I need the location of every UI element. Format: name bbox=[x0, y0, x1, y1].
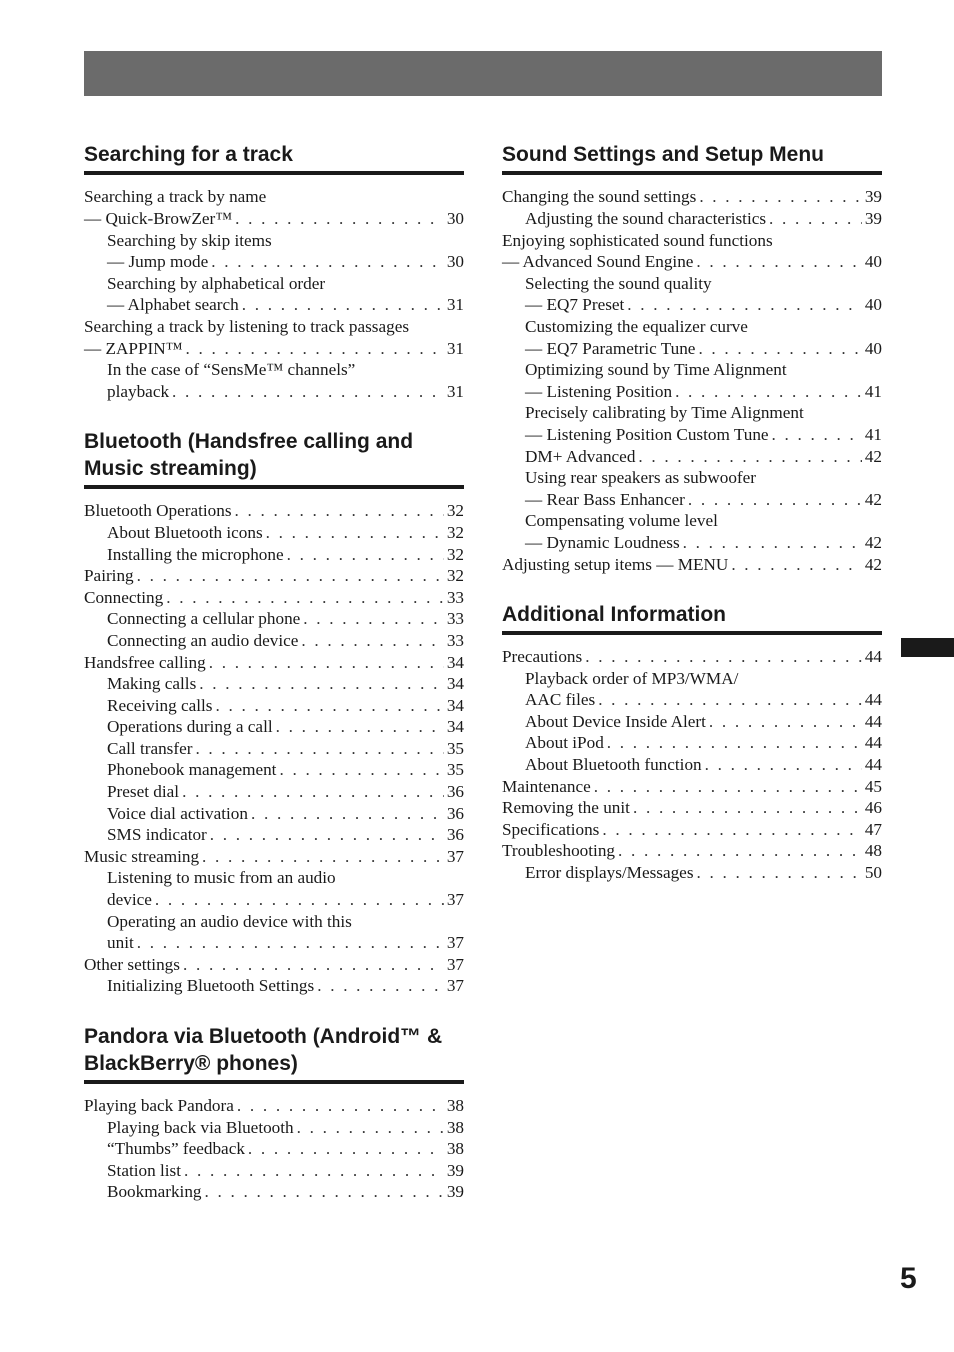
toc-page-number: 32 bbox=[446, 501, 464, 521]
dot-leader bbox=[697, 862, 862, 884]
toc-entry-row bbox=[84, 716, 464, 738]
toc-entry-text: playback bbox=[107, 381, 170, 401]
toc-page-number: 38 bbox=[446, 1096, 464, 1116]
dot-leader bbox=[709, 711, 862, 733]
toc-section-additional-information bbox=[502, 601, 882, 884]
toc-entry-row bbox=[84, 338, 464, 360]
toc-entry-text: Searching by skip items bbox=[107, 230, 272, 250]
toc-entry-row bbox=[84, 294, 464, 316]
toc-page-number: 32 bbox=[446, 544, 464, 564]
toc-page-number: 44 bbox=[864, 647, 882, 667]
dot-leader bbox=[205, 1181, 444, 1203]
toc-entry-text: — EQ7 Parametric Tune bbox=[525, 338, 696, 358]
toc-entry-text: Changing the sound settings bbox=[502, 187, 697, 207]
toc-entry-row bbox=[84, 522, 464, 544]
toc-entry-text: Connecting bbox=[84, 587, 164, 607]
toc-entry-text: Specifications bbox=[502, 819, 600, 839]
toc-entry[interactable] bbox=[84, 738, 464, 760]
toc-page-number: 30 bbox=[446, 209, 464, 229]
toc-page-number: 34 bbox=[446, 674, 464, 694]
toc-page-number: 50 bbox=[864, 863, 882, 883]
toc-entry-text: Call transfer bbox=[107, 738, 193, 758]
toc-page-number: 44 bbox=[864, 733, 882, 753]
toc-entry-text: In the case of “SensMe™ channels” bbox=[107, 360, 356, 380]
toc-page-number: 40 bbox=[864, 295, 882, 315]
toc-entry[interactable] bbox=[84, 1138, 464, 1160]
dot-leader bbox=[184, 1160, 444, 1182]
toc-page-number: 41 bbox=[864, 381, 882, 401]
dot-leader bbox=[607, 732, 862, 754]
toc-entry-text: About Bluetooth icons bbox=[107, 522, 263, 542]
dot-leader bbox=[731, 554, 862, 576]
toc-entry-text: Operating an audio device with this bbox=[107, 911, 352, 931]
dot-leader bbox=[183, 954, 444, 976]
dot-leader bbox=[772, 424, 862, 446]
dot-leader bbox=[235, 500, 444, 522]
toc-entry[interactable] bbox=[84, 911, 464, 954]
toc-page-number: 46 bbox=[864, 798, 882, 818]
toc-entry[interactable] bbox=[502, 230, 882, 273]
toc-page-number: 44 bbox=[864, 690, 882, 710]
toc-entry-row bbox=[84, 500, 464, 522]
toc-entry-text: Optimizing sound by Time Alignment bbox=[525, 360, 787, 380]
toc-section-sound-settings-and-setup-menu bbox=[502, 141, 882, 575]
dot-leader bbox=[172, 381, 444, 403]
toc-entry-text: Connecting a cellular phone bbox=[107, 609, 301, 629]
toc-entry-list bbox=[502, 646, 882, 884]
toc-page-number: 37 bbox=[446, 846, 464, 866]
toc-entry[interactable] bbox=[502, 668, 882, 711]
toc-entry-row bbox=[502, 689, 882, 711]
toc-entry[interactable] bbox=[502, 208, 882, 230]
toc-page-number: 42 bbox=[864, 489, 882, 509]
toc-entry[interactable] bbox=[502, 359, 882, 402]
dot-leader bbox=[186, 338, 444, 360]
toc-entry-text: Other settings bbox=[84, 954, 180, 974]
toc-entry-text: — Dynamic Loudness bbox=[525, 532, 680, 552]
toc-page-number: 37 bbox=[446, 954, 464, 974]
toc-entry-row bbox=[502, 554, 882, 576]
toc-entry-text: Searching by alphabetical order bbox=[107, 273, 326, 293]
dot-leader bbox=[279, 759, 443, 781]
dot-leader bbox=[769, 208, 862, 230]
dot-leader bbox=[211, 251, 444, 273]
toc-page-number: 34 bbox=[446, 695, 464, 715]
toc-entry-row bbox=[502, 646, 882, 668]
toc-page-number: 32 bbox=[446, 566, 464, 586]
toc-entry-text: Voice dial activation bbox=[107, 803, 248, 823]
toc-entry[interactable] bbox=[84, 608, 464, 630]
toc-entry-text: — Alphabet search bbox=[107, 295, 239, 315]
toc-entry-row bbox=[84, 208, 464, 230]
toc-entry-row bbox=[502, 711, 882, 733]
toc-entry-text: Searching a track by listening to track passages bbox=[84, 316, 410, 336]
toc-page-number: 42 bbox=[864, 532, 882, 552]
toc-entry-row bbox=[502, 776, 882, 798]
toc-entry-row bbox=[502, 208, 882, 230]
dot-leader bbox=[699, 186, 862, 208]
toc-page-number: 39 bbox=[446, 1182, 464, 1202]
toc-entry[interactable] bbox=[84, 565, 464, 587]
toc-page-number: 33 bbox=[446, 630, 464, 650]
toc-entry[interactable] bbox=[502, 316, 882, 359]
toc-entry-text: — ZAPPIN™ bbox=[84, 338, 183, 358]
toc-page-number: 36 bbox=[446, 825, 464, 845]
toc-entry-row bbox=[84, 381, 464, 403]
toc-entry-text: SMS indicator bbox=[107, 825, 207, 845]
toc-entry-text: Precautions bbox=[502, 647, 583, 667]
toc-entry-row bbox=[84, 954, 464, 976]
toc-entry-row bbox=[84, 652, 464, 674]
header-bar bbox=[84, 51, 882, 96]
toc-entry[interactable] bbox=[84, 846, 464, 868]
toc-page-number: 39 bbox=[864, 187, 882, 207]
dot-leader bbox=[251, 803, 444, 825]
section-title: Bluetooth (Handsfree calling and Music streaming) bbox=[84, 428, 464, 489]
toc-entry-row bbox=[84, 975, 464, 997]
toc-entry[interactable] bbox=[502, 732, 882, 754]
toc-entry[interactable] bbox=[502, 646, 882, 668]
toc-entry-text: Playing back via Bluetooth bbox=[107, 1117, 294, 1137]
toc-entry-row bbox=[502, 424, 882, 446]
toc-entry-list bbox=[502, 186, 882, 575]
toc-entry-text: Installing the microphone bbox=[107, 544, 284, 564]
toc-entry-text: Playback order of MP3/WMA/ bbox=[525, 668, 739, 688]
toc-page-number: 37 bbox=[446, 933, 464, 953]
toc-entry-row bbox=[502, 446, 882, 468]
toc-entry-row bbox=[502, 862, 882, 884]
toc-entry-text: Using rear speakers as subwoofer bbox=[525, 468, 756, 488]
toc-entry-text: Adjusting the sound characteristics bbox=[525, 209, 767, 229]
toc-entry-row bbox=[502, 840, 882, 862]
toc-entry-list bbox=[84, 1095, 464, 1203]
toc-page-number: 30 bbox=[446, 252, 464, 272]
toc-entry[interactable] bbox=[84, 781, 464, 803]
page-number: 5 bbox=[900, 1262, 917, 1295]
dot-leader bbox=[215, 695, 443, 717]
toc-entry[interactable] bbox=[502, 711, 882, 733]
toc-entry[interactable] bbox=[84, 1181, 464, 1203]
toc-page-number: 40 bbox=[864, 252, 882, 272]
toc-entry-row bbox=[84, 565, 464, 587]
toc-entry-row bbox=[502, 797, 882, 819]
toc-entry-text: Troubleshooting bbox=[502, 841, 616, 861]
toc-page-number: 37 bbox=[446, 976, 464, 996]
toc-entry[interactable] bbox=[502, 186, 882, 208]
dot-leader bbox=[585, 646, 862, 668]
toc-page-number: 39 bbox=[864, 209, 882, 229]
toc-entry[interactable] bbox=[502, 510, 882, 553]
toc-entry-row bbox=[84, 889, 464, 911]
dot-leader bbox=[602, 819, 861, 841]
toc-page-number: 42 bbox=[864, 446, 882, 466]
toc-entry-list bbox=[84, 500, 464, 997]
dot-leader bbox=[235, 208, 444, 230]
toc-column-left bbox=[84, 124, 464, 1229]
toc-entry-text: — Jump mode bbox=[107, 252, 209, 272]
toc-page-number: 31 bbox=[446, 295, 464, 315]
toc-entry[interactable] bbox=[84, 716, 464, 738]
toc-entry-row bbox=[502, 819, 882, 841]
toc-entry-list bbox=[84, 186, 464, 402]
toc-entry-row bbox=[502, 532, 882, 554]
toc-entry-row bbox=[502, 381, 882, 403]
dot-leader bbox=[688, 489, 862, 511]
toc-section-pandora-via-bluetooth-android-blackberry-phones bbox=[84, 1023, 464, 1203]
dot-leader bbox=[627, 294, 862, 316]
dot-leader bbox=[195, 738, 443, 760]
toc-entry-text: Bookmarking bbox=[107, 1182, 202, 1202]
dot-leader bbox=[594, 776, 862, 798]
toc-entry[interactable] bbox=[502, 402, 882, 445]
toc-entry-text: Connecting an audio device bbox=[107, 630, 299, 650]
toc-page-number: 38 bbox=[446, 1117, 464, 1137]
toc-page-number: 45 bbox=[864, 776, 882, 796]
toc-entry-text: unit bbox=[107, 933, 134, 953]
toc-page-number: 31 bbox=[446, 381, 464, 401]
toc-entry-text: Removing the unit bbox=[502, 798, 630, 818]
toc-page-number: 38 bbox=[446, 1139, 464, 1159]
toc-entry-row bbox=[84, 1138, 464, 1160]
toc-entry[interactable] bbox=[84, 975, 464, 997]
toc-entry[interactable] bbox=[84, 587, 464, 609]
toc-entry-text: Selecting the sound quality bbox=[525, 273, 712, 293]
toc-entry-text: DM+ Advanced bbox=[525, 446, 636, 466]
dot-leader bbox=[683, 532, 862, 554]
dot-leader bbox=[317, 975, 444, 997]
dot-leader bbox=[633, 797, 862, 819]
toc-page-number: 36 bbox=[446, 782, 464, 802]
toc-entry[interactable] bbox=[84, 695, 464, 717]
toc-entry-text: About Device Inside Alert bbox=[525, 711, 706, 731]
dot-leader bbox=[137, 565, 444, 587]
toc-page-number: 44 bbox=[864, 711, 882, 731]
toc-entry-text: Preset dial bbox=[107, 782, 180, 802]
toc-entry-text: Precisely calibrating by Time Alignment bbox=[525, 403, 804, 423]
toc-entry[interactable] bbox=[84, 500, 464, 522]
toc-entry[interactable] bbox=[84, 673, 464, 695]
toc-page-number: 44 bbox=[864, 755, 882, 775]
toc-page-number: 39 bbox=[446, 1160, 464, 1180]
toc-entry[interactable] bbox=[84, 824, 464, 846]
toc-entry[interactable] bbox=[84, 186, 464, 229]
toc-entry[interactable] bbox=[84, 803, 464, 825]
section-title: Additional Information bbox=[502, 601, 882, 635]
toc-entry-text: Initializing Bluetooth Settings bbox=[107, 976, 315, 996]
toc-section-searching-for-a-track bbox=[84, 141, 464, 402]
toc-entry-row bbox=[502, 186, 882, 208]
toc-entry-text: — Rear Bass Enhancer bbox=[525, 489, 685, 509]
dot-leader bbox=[166, 587, 444, 609]
dot-leader bbox=[675, 381, 862, 403]
toc-entry-text: Error displays/Messages bbox=[525, 863, 694, 883]
toc-page-number: 34 bbox=[446, 652, 464, 672]
dot-leader bbox=[209, 652, 444, 674]
toc-entry-text: Listening to music from an audio bbox=[107, 868, 336, 888]
toc-entry[interactable] bbox=[84, 954, 464, 976]
dot-leader bbox=[199, 673, 444, 695]
toc-entry[interactable] bbox=[502, 273, 882, 316]
toc-section-bluetooth-handsfree-calling-and-music-streaming bbox=[84, 428, 464, 997]
toc-entry-text: — Quick-BrowZer™ bbox=[84, 209, 233, 229]
toc-entry[interactable] bbox=[84, 273, 464, 316]
toc-entry-text: About Bluetooth function bbox=[525, 755, 702, 775]
toc-entry-row bbox=[502, 338, 882, 360]
toc-entry-text: Enjoying sophisticated sound functions bbox=[502, 230, 773, 250]
toc-entry-row bbox=[84, 824, 464, 846]
dot-leader bbox=[182, 781, 444, 803]
toc-entry-row bbox=[84, 1181, 464, 1203]
toc-entry-text: — Listening Position bbox=[525, 381, 673, 401]
toc-entry[interactable] bbox=[84, 230, 464, 273]
toc-page-number: 41 bbox=[864, 424, 882, 444]
toc-entry-row bbox=[84, 738, 464, 760]
toc-entry-text: Pairing bbox=[84, 566, 134, 586]
dot-leader bbox=[242, 294, 444, 316]
dot-leader bbox=[137, 932, 444, 954]
toc-entry-text: Phonebook management bbox=[107, 760, 277, 780]
dot-leader bbox=[210, 824, 444, 846]
toc-entry[interactable] bbox=[502, 797, 882, 819]
toc-page-number: 35 bbox=[446, 738, 464, 758]
dot-leader bbox=[303, 608, 444, 630]
dot-leader bbox=[698, 338, 861, 360]
dot-leader bbox=[248, 1138, 444, 1160]
toc-entry-text: — EQ7 Preset bbox=[525, 295, 625, 315]
toc-entry-row bbox=[84, 695, 464, 717]
dot-leader bbox=[638, 446, 861, 468]
toc-entry-text: Bluetooth Operations bbox=[84, 501, 232, 521]
dot-leader bbox=[618, 840, 862, 862]
toc-page-number: 36 bbox=[446, 803, 464, 823]
toc-page-number: 48 bbox=[864, 841, 882, 861]
toc-entry[interactable] bbox=[84, 759, 464, 781]
toc-entry-text: Customizing the equalizer curve bbox=[525, 316, 748, 336]
toc-entry[interactable] bbox=[502, 862, 882, 884]
toc-page-number: 34 bbox=[446, 717, 464, 737]
toc-page-number: 33 bbox=[446, 609, 464, 629]
section-title: Pandora via Bluetooth (Android™ & BlackBerry® phones) bbox=[84, 1023, 464, 1084]
toc-page-number: 42 bbox=[864, 554, 882, 574]
toc-entry[interactable] bbox=[502, 754, 882, 776]
toc-entry-row bbox=[84, 1095, 464, 1117]
toc-entry[interactable] bbox=[502, 467, 882, 510]
toc-page-number: 37 bbox=[446, 890, 464, 910]
section-title: Searching for a track bbox=[84, 141, 464, 175]
toc-entry[interactable] bbox=[84, 630, 464, 652]
toc-entry-row bbox=[84, 608, 464, 630]
dot-leader bbox=[598, 689, 862, 711]
toc-page-number: 33 bbox=[446, 587, 464, 607]
toc-entry[interactable] bbox=[84, 867, 464, 910]
toc-page-number: 40 bbox=[864, 338, 882, 358]
toc-entry-text: — Advanced Sound Engine bbox=[502, 252, 694, 272]
toc-entry-text: “Thumbs” feedback bbox=[107, 1139, 245, 1159]
toc-entry-row bbox=[84, 932, 464, 954]
dot-leader bbox=[297, 1117, 444, 1139]
toc-entry-row bbox=[84, 846, 464, 868]
toc-entry-text: About iPod bbox=[525, 733, 604, 753]
toc-entry-text: Handsfree calling bbox=[84, 652, 206, 672]
toc-entry-text: Making calls bbox=[107, 674, 197, 694]
side-thumb-tab bbox=[901, 638, 954, 657]
toc-page-number: 32 bbox=[446, 522, 464, 542]
toc-entry-text: Station list bbox=[107, 1160, 182, 1180]
toc-entry-text: Adjusting setup items — MENU bbox=[502, 554, 729, 574]
toc-page-number: 47 bbox=[864, 819, 882, 839]
toc-entry[interactable] bbox=[502, 446, 882, 468]
toc-entry[interactable] bbox=[84, 522, 464, 544]
toc-entry[interactable] bbox=[502, 819, 882, 841]
toc-page-number: 31 bbox=[446, 338, 464, 358]
toc-entry-text: Maintenance bbox=[502, 776, 591, 796]
toc-entry-text: — Listening Position Custom Tune bbox=[525, 424, 769, 444]
toc-entry[interactable] bbox=[84, 544, 464, 566]
dot-leader bbox=[266, 522, 444, 544]
toc-entry[interactable] bbox=[502, 554, 882, 576]
toc-entry[interactable] bbox=[84, 359, 464, 402]
toc-entry-text: AAC files bbox=[525, 690, 596, 710]
dot-leader bbox=[155, 889, 444, 911]
dot-leader bbox=[705, 754, 862, 776]
toc-entry-row bbox=[502, 294, 882, 316]
toc-entry-text: device bbox=[107, 890, 152, 910]
toc-entry-row bbox=[502, 754, 882, 776]
toc-entry-text: Compensating volume level bbox=[525, 511, 718, 531]
dot-leader bbox=[696, 251, 861, 273]
toc-entry-row bbox=[502, 732, 882, 754]
toc-entry-text: Playing back Pandora bbox=[84, 1096, 234, 1116]
toc-column-right bbox=[502, 124, 882, 910]
dot-leader bbox=[301, 630, 443, 652]
toc-entry-row bbox=[84, 544, 464, 566]
toc-page-number: 35 bbox=[446, 760, 464, 780]
toc-entry[interactable] bbox=[84, 1117, 464, 1139]
dot-leader bbox=[287, 544, 444, 566]
toc-entry-text: Receiving calls bbox=[107, 695, 213, 715]
toc-entry[interactable] bbox=[502, 840, 882, 862]
toc-entry-row bbox=[84, 673, 464, 695]
toc-entry[interactable] bbox=[84, 316, 464, 359]
toc-entry-row bbox=[502, 251, 882, 273]
toc-entry[interactable] bbox=[84, 652, 464, 674]
dot-leader bbox=[202, 846, 444, 868]
toc-entry-text: Searching a track by name bbox=[84, 187, 267, 207]
dot-leader bbox=[237, 1095, 444, 1117]
toc-entry-text: Operations during a call bbox=[107, 717, 273, 737]
toc-entry-row bbox=[502, 489, 882, 511]
toc-entry-row bbox=[84, 1117, 464, 1139]
toc-entry-row bbox=[84, 803, 464, 825]
toc-entry[interactable] bbox=[502, 776, 882, 798]
section-title: Sound Settings and Setup Menu bbox=[502, 141, 882, 175]
toc-entry-row bbox=[84, 1160, 464, 1182]
toc-entry-row bbox=[84, 587, 464, 609]
toc-entry-row bbox=[84, 251, 464, 273]
toc-entry-row bbox=[84, 781, 464, 803]
toc-entry[interactable] bbox=[84, 1160, 464, 1182]
toc-entry-row bbox=[84, 759, 464, 781]
toc-entry-text: Music streaming bbox=[84, 846, 200, 866]
toc-entry-row bbox=[84, 630, 464, 652]
toc-entry[interactable] bbox=[84, 1095, 464, 1117]
dot-leader bbox=[276, 716, 444, 738]
